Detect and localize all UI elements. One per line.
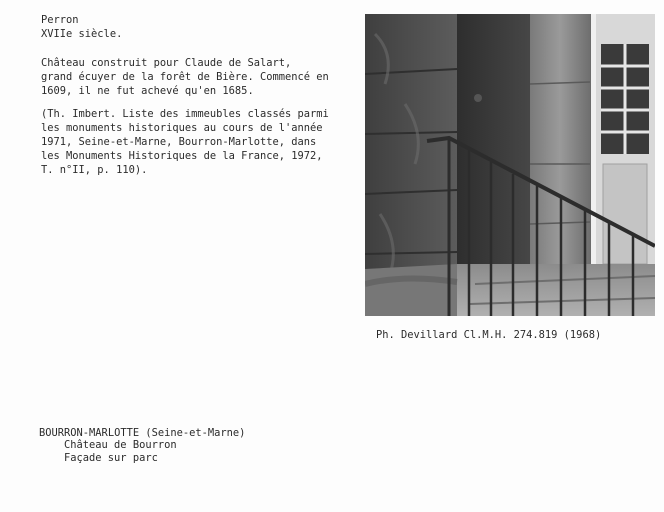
reference-line: 1971, Seine-et-Marne, Bourron-Marlotte, dans	[41, 136, 317, 148]
stone-steps	[457, 264, 655, 316]
reference-line: T. n°II, p. 110).	[41, 164, 148, 176]
reference-line: (Th. Imbert. Liste des immeubles classés parmi	[41, 108, 329, 120]
photo-illustration	[365, 14, 655, 316]
description-line: grand écuyer de la forêt de Bière. Commencé en	[41, 71, 329, 83]
subject-title: Perron	[41, 14, 79, 26]
location-building: Château de Bourron	[64, 439, 177, 451]
photo-credit: Ph. Devillard Cl.M.H. 274.819 (1968)	[376, 329, 602, 341]
location-facade: Façade sur parc	[64, 452, 158, 464]
reference-line: les monuments historiques au cours de l'année	[41, 122, 323, 134]
description-line: 1609, il ne fut achevé qu'en 1685.	[41, 85, 254, 97]
subject-period: XVIIe siècle.	[41, 28, 123, 40]
reference-line: les Monuments Historiques de la France, 1972,	[41, 150, 323, 162]
door-knob	[474, 94, 482, 102]
description-line: Château construit pour Claude de Salart,	[41, 57, 292, 69]
location-commune: BOURRON-MARLOTTE (Seine-et-Marne)	[39, 427, 246, 439]
archive-photograph	[365, 14, 655, 316]
